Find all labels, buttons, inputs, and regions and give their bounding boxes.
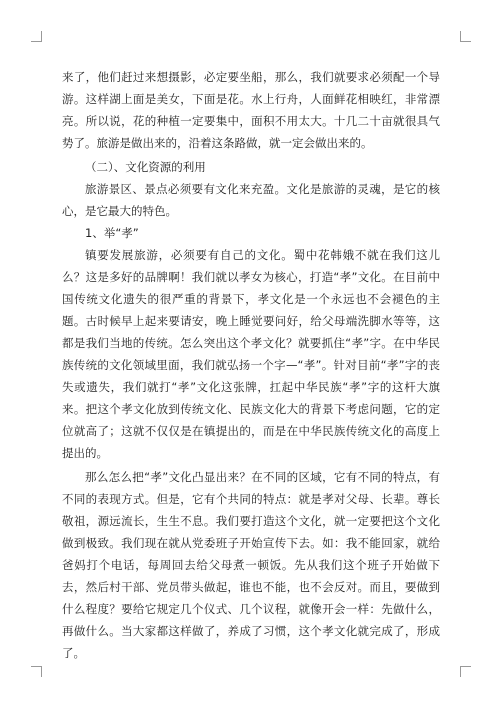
crop-mark-bottom-left [31,666,42,677]
crop-mark-top-left [31,31,42,42]
crop-mark-top-right [460,31,471,42]
paragraph-highlight-filial: 那么怎么把“孝”文化凸显出来？在不同的区域，它有不同的特点，有不同的表现方式。但是，它有个共同的特点：就是孝对父母、长辈。尊长敬祖，源远流长，生生不息。我们要打造这个文化，就一定要把这个文化做到极致。我们现在就从党委班子开始宣传下去。如：我不能回家，就给爸妈打个电话，每周回去给父母煮一顿饭。先从我们这个班子开始做下去，然后村干部、党员带头做起，谁也不能，也不会反对。而且，要做到什么程度？要给它规定几个仪式、几个议程，就像开会一样：先做什么，再做什么。当大家都这样做了，养成了习惯，这个孝文化就完成了，形成了。 [62,470,440,660]
paragraph-culture-intro: 旅游景区、景点必须要有文化来充盈。文化是旅游的灵魂，是它的核心，是它最大的特色。 [62,182,440,218]
paragraph-filial-culture: 镇要发展旅游，必须要有自己的文化。蜀中花韩娥不就在我们这儿么？这是多好的品牌啊！我们就以孝女为核心，打造“孝”文化。在目前中国传统文化遗失的很严重的背景下，孝文化是一个永远也不会褪色的主题。古时候早上起来要请安，晚上睡觉要问好，给父母端洗脚水等等，这都是我们当地的传统。怎么突出这个孝文化？就要抓住“孝”字。在中华民族传统的文化领域里面，我们就弘扬一个字—“孝”。针对目前“孝”字的丧失或遗失，我们就打“孝”文化这张牌，扛起中华民族“孝”字的这杆大旗来。把这个孝文化放到传统文化、民族文化大的背景下考虑问题，它的定位就高了；这就不仅仅是在镇提出的，而是在中华民族传统文化的高度上提出的。 [62,248,440,460]
crop-mark-bottom-right [460,666,471,677]
document-body [62,66,440,664]
section-heading-culture-resources: （二）、文化资源的利用 [85,160,206,174]
paragraph-continuation: 来了，他们赶过来想摄影，必定要坐船，那么，我们就要求必须配一个导游。这样湖上面是美女，下面是花。水上行舟，人面鲜花相映红，非常漂亮。所以说，花的种植一定要集中，面积不用太大。十几二十亩就很具气势了。旅游是做出来的，沿着这条路做，就一定会做出来的。 [62,70,440,150]
subheading-filial-piety: 1、举“孝” [85,226,139,240]
